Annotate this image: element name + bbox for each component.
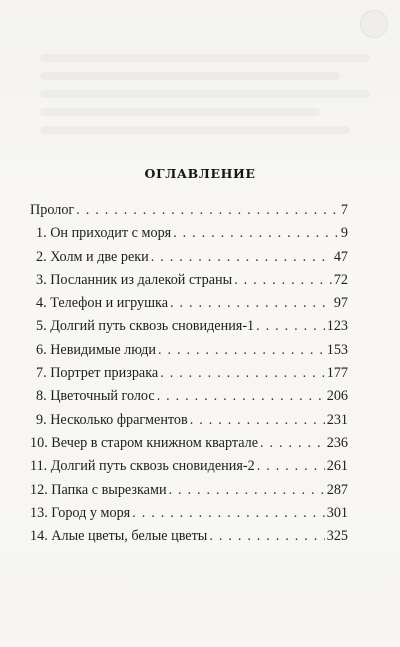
toc-leader-dots bbox=[170, 292, 332, 315]
toc-entry-page: 287 bbox=[326, 481, 348, 498]
toc-entry-page: 177 bbox=[326, 365, 348, 382]
toc-entry[interactable] bbox=[30, 339, 348, 362]
toc-entry[interactable] bbox=[30, 385, 348, 408]
toc-entry-label: 5. Долгий путь сквозь сновидения-1 bbox=[36, 318, 255, 335]
toc-entry-page: 325 bbox=[326, 528, 348, 545]
toc-entry-page: 231 bbox=[326, 411, 348, 428]
toc-leader-dots bbox=[257, 455, 325, 478]
show-through-line bbox=[40, 108, 320, 116]
toc-leader-dots bbox=[260, 432, 325, 455]
show-through-line bbox=[40, 54, 370, 62]
toc-entry-label: 12. Папка с вырезками bbox=[30, 481, 167, 498]
toc-entry[interactable] bbox=[30, 455, 348, 478]
toc-entry[interactable] bbox=[30, 479, 348, 502]
toc-entry[interactable] bbox=[30, 292, 348, 315]
toc-leader-dots bbox=[76, 199, 339, 222]
show-through-line bbox=[40, 72, 340, 80]
toc-leader-dots bbox=[158, 339, 325, 362]
toc-entry[interactable] bbox=[30, 315, 348, 338]
toc-leader-dots bbox=[209, 525, 324, 548]
toc-leader-dots bbox=[169, 479, 325, 502]
toc-entry-label: 4. Телефон и игрушка bbox=[36, 295, 169, 312]
toc-entry-page: 301 bbox=[326, 504, 348, 521]
toc-entry-label: 2. Холм и две реки bbox=[36, 248, 149, 265]
toc-leader-dots bbox=[132, 502, 325, 525]
toc-entry-page: 9 bbox=[340, 225, 348, 242]
toc-entry[interactable] bbox=[30, 362, 348, 385]
toc-entry[interactable] bbox=[30, 269, 348, 292]
table-of-contents bbox=[30, 199, 348, 548]
toc-entry-label: 8. Цветочный голос bbox=[36, 388, 155, 405]
toc-entry-label: 1. Он приходит с моря bbox=[36, 225, 172, 242]
toc-entry-label: Пролог bbox=[30, 202, 75, 218]
toc-leader-dots bbox=[157, 385, 325, 408]
show-through-mark bbox=[360, 10, 388, 38]
toc-leader-dots bbox=[151, 246, 332, 269]
toc-entry[interactable] bbox=[30, 199, 348, 222]
toc-leader-dots bbox=[173, 222, 339, 245]
toc-entry[interactable] bbox=[30, 246, 348, 269]
toc-entry-page: 123 bbox=[326, 318, 348, 335]
toc-entry-page: 72 bbox=[333, 271, 348, 288]
toc-entry-label: 11. Долгий путь сквозь сновидения-2 bbox=[30, 458, 255, 475]
toc-entry-label: 14. Алые цветы, белые цветы bbox=[30, 528, 208, 545]
toc-entry-label: 7. Портрет призрака bbox=[36, 365, 159, 382]
toc-entry[interactable] bbox=[30, 525, 348, 548]
toc-entry[interactable] bbox=[30, 432, 348, 455]
toc-title: ОГЛАВЛЕНИЕ bbox=[144, 166, 256, 181]
toc-entry-page: 7 bbox=[340, 202, 348, 218]
toc-leader-dots bbox=[234, 269, 332, 292]
toc-entry-page: 47 bbox=[333, 248, 348, 265]
toc-leader-dots bbox=[190, 409, 325, 432]
toc-entry-page: 206 bbox=[326, 388, 348, 405]
toc-entry-page: 153 bbox=[326, 341, 348, 358]
show-through-line bbox=[40, 126, 350, 134]
show-through-line bbox=[40, 90, 370, 98]
toc-entry[interactable] bbox=[30, 222, 348, 245]
toc-leader-dots bbox=[160, 362, 325, 385]
toc-entry[interactable] bbox=[30, 502, 348, 525]
toc-leader-dots bbox=[256, 315, 325, 338]
toc-entry-page: 97 bbox=[333, 295, 348, 312]
toc-entry-label: 10. Вечер в старом книжном квартале bbox=[30, 434, 259, 451]
toc-entry-label: 6. Невидимые люди bbox=[36, 341, 156, 358]
toc-entry-label: 3. Посланник из далекой страны bbox=[36, 271, 233, 288]
toc-entry-label: 13. Город у моря bbox=[30, 504, 131, 521]
toc-entry-label: 9. Несколько фрагментов bbox=[36, 411, 188, 428]
toc-entry-page: 261 bbox=[326, 458, 348, 475]
toc-entry[interactable] bbox=[30, 409, 348, 432]
toc-entry-page: 236 bbox=[326, 434, 348, 451]
